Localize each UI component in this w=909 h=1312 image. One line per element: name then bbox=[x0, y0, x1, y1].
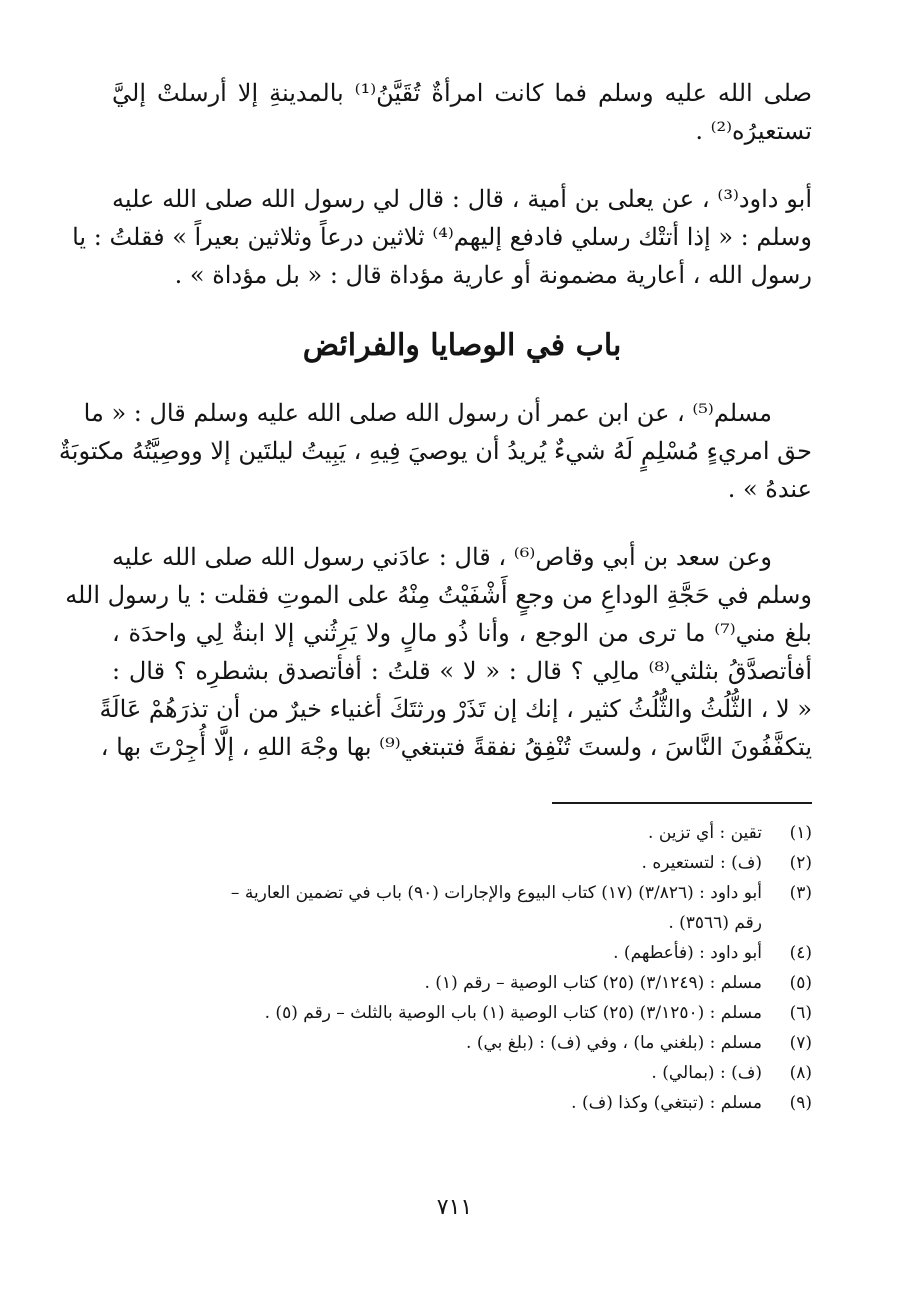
text-block-main bbox=[58, 394, 812, 766]
footnote bbox=[112, 848, 812, 878]
text-line: تستعيرُه⁽²⁾ . bbox=[695, 117, 812, 145]
footnote-text: (ف) : (بمالي) . bbox=[651, 1063, 762, 1083]
footnote-text: أبو داود : (٣/٨٢٦) (١٧) كتاب البيوع والإجارات (٩٠) باب في تضمين العارية – bbox=[230, 883, 762, 903]
footnote-text: مسلم : (٣/١٢٤٩) (٢٥) كتاب الوصية – رقم (١) . bbox=[424, 973, 762, 993]
footnote-number: (١) bbox=[789, 823, 812, 843]
footnote bbox=[112, 968, 812, 998]
footnote-number: (٥) bbox=[789, 973, 812, 993]
text-line: أفأتصدَّقُ بثلثي⁽⁸⁾ مالِي ؟ قال : « لا » قلتُ : أفأتصدق بشطرِه ؟ قال : bbox=[112, 657, 812, 685]
paragraph bbox=[65, 538, 812, 766]
text-line: يتكفَّفُونَ النَّاسَ ، ولستَ تُنْفِقُ نفقةً فتبتغي⁽⁹⁾ بها وجْهَ اللهِ ، إلَّا أُجِرْتَ بها ، bbox=[100, 733, 812, 761]
footnote bbox=[112, 908, 812, 938]
text-line: « لا ، الثُّلُثُ والثُّلُثُ كثير ، إنك إن تَذَرْ ورثتَكَ أغنياء خيرٌ من أن تذرَهُمْ عَالَةً bbox=[99, 695, 812, 723]
footnote bbox=[112, 818, 812, 848]
text-line: وسلم في حَجَّةِ الوداعِ من وجعٍ أَشْفَيْتُ مِنْهُ على الموتِ فقلت : يا رسول الله bbox=[65, 581, 812, 609]
footnote-text: مسلم : (تبتغي) وكذا (ف) . bbox=[571, 1093, 762, 1113]
paragraph bbox=[72, 180, 813, 294]
footnote bbox=[112, 998, 812, 1028]
footnote-number: (٤) bbox=[789, 943, 812, 963]
footnote-text: مسلم : (٣/١٢٥٠) (٢٥) كتاب الوصية (١) باب الوصية بالثلث – رقم (٥) . bbox=[264, 1003, 762, 1023]
text-line: عندهُ » . bbox=[727, 475, 812, 503]
footnote-number: (٢) bbox=[789, 853, 812, 873]
text-line: حق امريءٍ مُسْلِمٍ لَهُ شيءٌ يُريدُ أن يوصيَ فِيهِ ، يَبِيتُ ليلتَين إلا ووصِيَّتُهُ مكتوبَةٌ bbox=[58, 437, 812, 465]
footnote bbox=[112, 878, 812, 908]
paragraph bbox=[58, 394, 812, 508]
text-line: وسلم : « إذا أتتْك رسلي فادفع إليهم⁽⁴⁾ ثلاثين درعاً وثلاثين بعيراً » فقلتُ : يا bbox=[72, 223, 812, 251]
footnote-text: أبو داود : (فأعطهم) . bbox=[613, 943, 762, 963]
text-line: بلغ مني⁽⁷⁾ ما ترى من الوجع ، وأنا ذُو مالٍ ولا يَرِثُني إلا ابنةٌ لِي واحدَة ، bbox=[112, 619, 812, 647]
footnote-text: مسلم : (بلغني ما) ، وفي (ف) : (بلغ بي) . bbox=[466, 1033, 762, 1053]
footnote-number: (٦) bbox=[789, 1003, 812, 1023]
footnote-text: (ف) : لتستعيره . bbox=[641, 853, 762, 873]
text-line: صلى الله عليه وسلم فما كانت امرأةٌ تُقَيَّنُ⁽¹⁾ بالمدينةِ إلا أرسلتْ إليَّ bbox=[112, 79, 812, 107]
footnote-text: تقين : أي تزين . bbox=[648, 823, 762, 843]
footnote-separator bbox=[552, 802, 812, 804]
footnote bbox=[112, 1028, 812, 1058]
footnote-number: (٨) bbox=[789, 1063, 812, 1083]
text-line: وعن سعد بن أبي وقاص⁽⁶⁾ ، قال : عادَني رسول الله صلى الله عليه bbox=[112, 543, 772, 571]
section-heading: باب في الوصايا والفرائض bbox=[302, 328, 622, 363]
footnote bbox=[112, 1088, 812, 1118]
footnote bbox=[112, 938, 812, 968]
text-line: أبو داود⁽³⁾ ، عن يعلى بن أمية ، قال : قال لي رسول الله صلى الله عليه bbox=[112, 185, 813, 213]
footnote-number: (٣) bbox=[789, 883, 812, 903]
footnote-text: رقم (٣٥٦٦) . bbox=[668, 913, 762, 933]
page-body bbox=[58, 74, 813, 1118]
footnotes bbox=[112, 818, 812, 1118]
footnote-number: (٧) bbox=[789, 1033, 812, 1053]
footnote-number: (٩) bbox=[789, 1093, 812, 1113]
footnote-number bbox=[762, 908, 812, 938]
text-block-top bbox=[72, 74, 813, 294]
text-line: رسول الله ، أعارية مضمونة أو عارية مؤداة قال : « بل مؤداة » . bbox=[174, 261, 812, 289]
text-line: مسلم⁽⁵⁾ ، عن ابن عمر أن رسول الله صلى الله عليه وسلم قال : « ما bbox=[83, 399, 772, 427]
paragraph bbox=[112, 74, 812, 150]
page-number: ٧١١ bbox=[436, 1195, 473, 1220]
footnote bbox=[112, 1058, 812, 1088]
